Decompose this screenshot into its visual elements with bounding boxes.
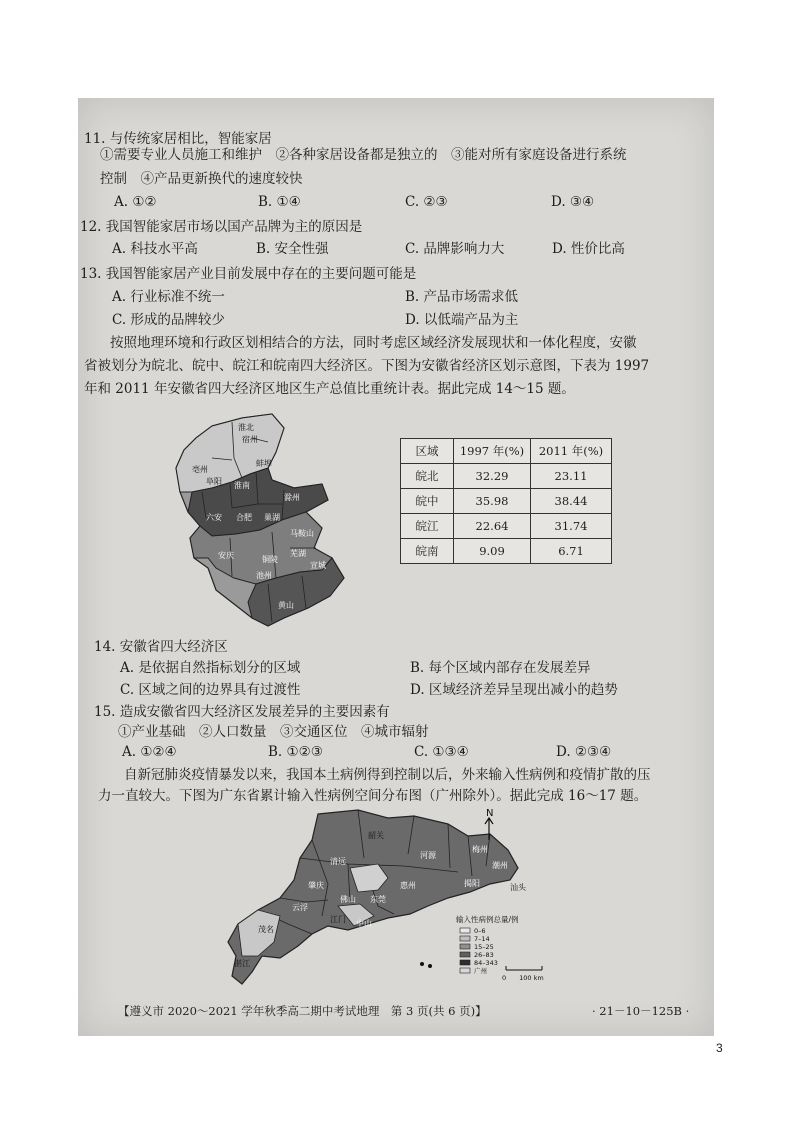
table-cell-2011: 38.44 <box>531 489 612 514</box>
anhui-label-xuancheng: 宣城 <box>310 561 326 570</box>
legend-swatch <box>460 928 470 933</box>
anhui-label-huangshan: 黄山 <box>278 601 294 610</box>
anhui-label-bozhou: 亳州 <box>192 465 208 474</box>
q14-option-d: D. 区域经济差异呈现出减小的趋势 <box>410 682 618 698</box>
anhui-label-maanshan: 马鞍山 <box>290 529 314 538</box>
legend-title: 输入性病例总量/例 <box>456 915 519 924</box>
table-header-2011: 2011 年(%) <box>531 439 612 464</box>
passage2-line1: 自新冠肺炎疫情暴发以来，我国本土病例得到控制以后，外来输入性病例和疫情扩散的压 <box>124 767 651 783</box>
q12-option-a: A. 科技水平高 <box>112 241 198 257</box>
anhui-label-huaibei: 淮北 <box>238 423 254 432</box>
scale-label: 0 100 km <box>502 974 544 982</box>
legend-item: 84–343 <box>474 959 498 967</box>
q15-option-b: B. ①②③ <box>268 744 323 760</box>
gd-label-foshan: 佛山 <box>340 895 356 904</box>
scale-bar <box>506 966 542 970</box>
guangdong-map <box>218 806 618 992</box>
q14-option-c: C. 区域之间的边界具有过渡性 <box>120 682 301 698</box>
table-cell-1997: 32.29 <box>454 464 531 489</box>
q13-option-b: B. 产品市场需求低 <box>405 289 519 305</box>
anhui-label-luan: 六安 <box>206 513 222 522</box>
anhui-label-bengbu: 蚌埠 <box>256 459 272 468</box>
anhui-label-fuyang: 阜阳 <box>206 477 222 486</box>
gd-label-heyuan: 河源 <box>420 851 436 860</box>
passage1-line1: 按照地理环境和行政区划相结合的方法，同时考虑区域经济发展现状和一体化程度，安徽 <box>110 335 637 351</box>
table-cell-1997: 35.98 <box>454 489 531 514</box>
q14-stem: 14. 安徽省四大经济区 <box>94 639 228 655</box>
gd-label-maoming: 茂名 <box>258 925 274 934</box>
anhui-label-wuhu: 芜湖 <box>290 549 306 558</box>
legend-swatch <box>460 960 470 965</box>
q11-line2: 控制 ④产品更新换代的速度较快 <box>100 171 303 187</box>
gd-label-qingyuan: 清远 <box>330 857 346 866</box>
q13-option-a: A. 行业标准不统一 <box>112 289 225 305</box>
anhui-label-chizhou: 池州 <box>256 571 272 580</box>
legend-swatch <box>460 944 470 949</box>
q11-option-b: B. ①④ <box>258 194 301 210</box>
passage2-line2: 力一直较大。下图为广东省累计输入性病例空间分布图（广州除外）。据此完成 16～17 题。 <box>98 788 648 804</box>
q12-stem: 12. 我国智能家居市场以国产品牌为主的原因是 <box>80 219 363 235</box>
table-cell-1997: 22.64 <box>454 514 531 539</box>
q11-line1: ①需要专业人员施工和维护 ②各种家居设备都是独立的 ③能对所有家庭设备进行系统 <box>100 147 627 163</box>
q13-option-d: D. 以低端产品为主 <box>405 312 519 328</box>
anhui-label-hefei: 合肥 <box>236 513 252 522</box>
gd-label-zhaoqing: 肇庆 <box>308 881 324 890</box>
table-cell-region: 皖中 <box>401 489 454 514</box>
q15-option-c: C. ①③④ <box>414 744 469 760</box>
q11-option-d: D. ③④ <box>551 194 595 210</box>
q12-option-b: B. 安全性强 <box>256 241 329 257</box>
legend-item: 广州 <box>474 967 487 975</box>
island-dot <box>420 962 424 966</box>
gdp-share-table <box>400 438 612 564</box>
q13-option-c: C. 形成的品牌较少 <box>112 312 225 328</box>
anhui-label-huainan: 淮南 <box>234 481 250 490</box>
exam-footer: 【遵义市 2020～2021 学年秋季高二期中考试地理 第 3 页(共 6 页)】 <box>118 1004 487 1018</box>
q11-option-c: C. ②③ <box>405 194 448 210</box>
gd-label-dongguan: 东莞 <box>370 895 386 904</box>
gd-label-huizhou: 惠州 <box>400 881 416 890</box>
legend-item: 15–25 <box>474 943 494 951</box>
table-header-1997: 1997 年(%) <box>454 439 531 464</box>
anhui-label-anqing: 安庆 <box>218 551 234 560</box>
anhui-label-tongling: 铜陵 <box>262 555 278 564</box>
table-row <box>401 464 612 489</box>
legend-swatch <box>460 952 470 957</box>
anhui-label-suzhou: 宿州 <box>242 435 258 444</box>
legend-item: 7–14 <box>474 935 490 943</box>
passage1-line2: 省被划分为皖北、皖中、皖江和皖南四大经济区。下图为安徽省经济区划示意图，下表为 1997 <box>84 358 650 374</box>
legend-item: 0–6 <box>474 927 486 935</box>
north-label: N <box>486 808 494 819</box>
q11-stem: 11. 与传统家居相比，智能家居 <box>84 131 272 147</box>
table-cell-region: 皖江 <box>401 514 454 539</box>
table-cell-2011: 31.74 <box>531 514 612 539</box>
gd-label-jieyang: 揭阳 <box>464 879 480 888</box>
table-row <box>401 539 612 564</box>
gd-label-chaozhou: 潮州 <box>492 861 508 870</box>
table-cell-2011: 23.11 <box>531 464 612 489</box>
q15-line1: ①产业基础 ②人口数量 ③交通区位 ④城市辐射 <box>118 724 429 740</box>
table-cell-1997: 9.09 <box>454 539 531 564</box>
table-row <box>401 489 612 514</box>
gd-label-zhongshan: 中山 <box>356 919 372 928</box>
gd-label-meizhou: 梅州 <box>472 845 488 854</box>
q15-option-a: A. ①②④ <box>122 744 177 760</box>
legend-item: 26–83 <box>474 951 494 959</box>
table-header-row <box>401 439 612 464</box>
q11-option-a: A. ①② <box>114 194 157 210</box>
table-header-region: 区域 <box>401 439 454 464</box>
legend-swatch <box>460 968 470 973</box>
passage1-line3: 年和 2011 年安徽省四大经济区地区生产总值比重统计表。据此完成 14～15 题。 <box>84 381 575 397</box>
table-cell-region: 皖北 <box>401 464 454 489</box>
anhui-label-chuzhou: 滁州 <box>284 493 300 502</box>
island-dot <box>428 964 432 968</box>
q12-option-c: C. 品牌影响力大 <box>405 241 505 257</box>
page-number: 3 <box>716 1041 723 1055</box>
gd-label-zhanjiang: 湛江 <box>234 959 250 968</box>
table-row <box>401 514 612 539</box>
q14-option-a: A. 是依据自然指标划分的区域 <box>120 660 301 676</box>
table-cell-region: 皖南 <box>401 539 454 564</box>
gd-label-jiangmen: 江门 <box>330 915 346 924</box>
q15-stem: 15. 造成安徽省四大经济区发展差异的主要因素有 <box>94 704 390 720</box>
anhui-map <box>172 408 362 634</box>
gd-label-shantou: 汕头 <box>510 883 526 892</box>
legend-swatch <box>460 936 470 941</box>
exam-code: · 21－10－125B · <box>592 1004 690 1018</box>
gd-label-yunfu: 云浮 <box>292 903 308 912</box>
q13-stem: 13. 我国智能家居产业目前发展中存在的主要问题可能是 <box>80 266 417 282</box>
anhui-label-chaohu: 巢湖 <box>264 513 280 522</box>
q12-option-d: D. 性价比高 <box>552 241 625 257</box>
q14-option-b: B. 每个区域内部存在发展差异 <box>410 660 591 676</box>
q15-option-d: D. ②③④ <box>556 744 612 760</box>
gd-label-shaoguan: 韶关 <box>368 831 384 840</box>
table-cell-2011: 6.71 <box>531 539 612 564</box>
